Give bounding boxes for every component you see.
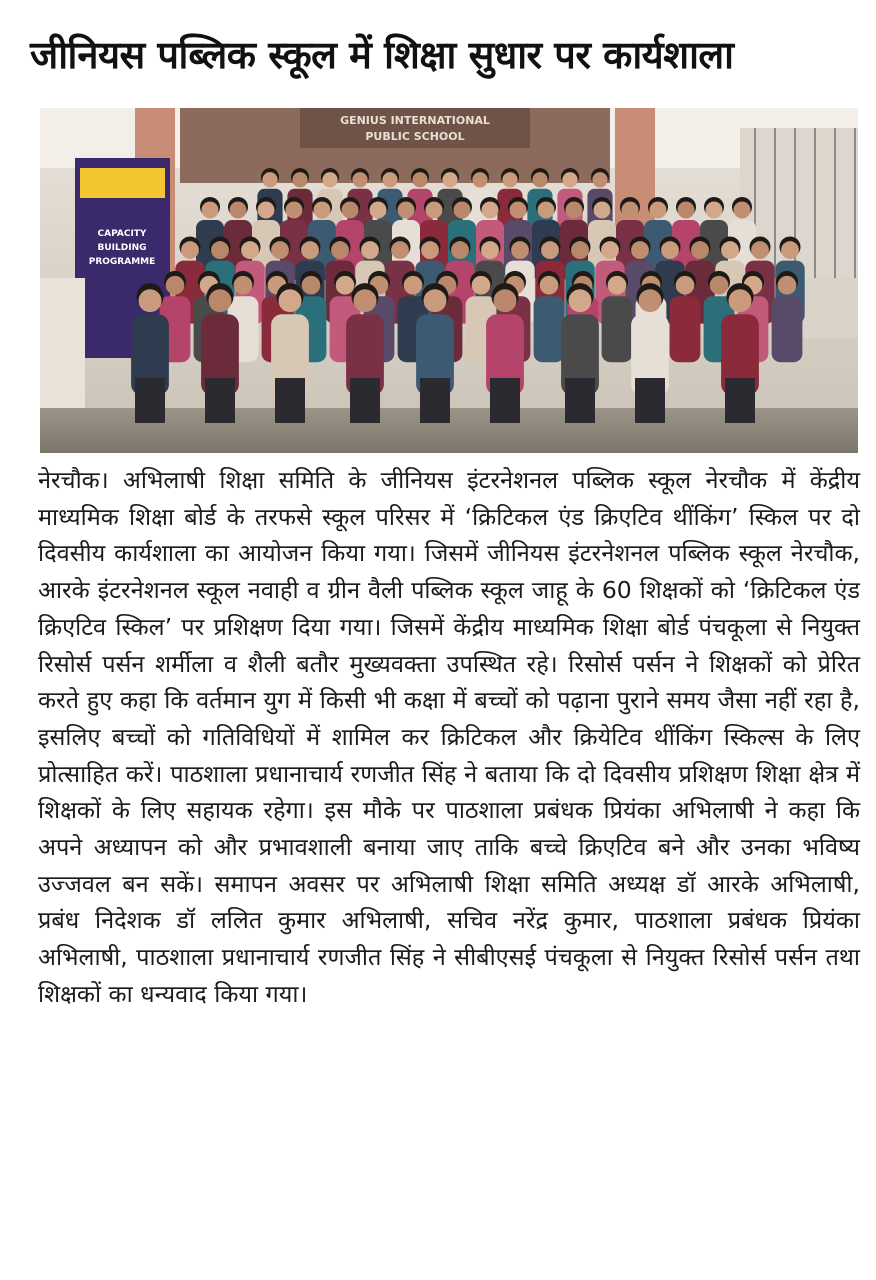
article-headline: जीनियस पब्लिक स्कूल में शिक्षा सुधार पर कार्यशाला [30, 33, 734, 77]
group-photo [40, 108, 858, 453]
building-sign-line1: GENIUS INTERNATIONAL [340, 114, 490, 127]
article-body-text: नेरचौक। अभिलाषी शिक्षा समिति के जीनियस इंटरनेशनल पब्लिक स्कूल नेरचौक में केंद्रीय माध्यमिक शिक्षा बोर्ड के तरफसे स्कूल परिसर में ‘क्रिटिकल एंड क्रिएटिव थींकिंग’ स्किल पर दो दिवसीय कार्यशाला का आयोजन किया गया। जिसमें जीनियस इंटरनेशनल पब्लिक स्कूल नेरचौक, आरके इंटरनेशनल स्कूल नवाही व ग्रीन वैली पब्लिक स्कूल जाहू के 60 शिक्षकों को ‘क्रिटिकल एंड क्रिएटिव स्किल’ पर प्रशिक्षण दिया गया। जिसमें केंद्रीय माध्यमिक शिक्षा बोर्ड पंचकूला से नियुक्त रिसोर्स पर्सन शर्मीला व शैली बतौर मुख्यवक्ता उपस्थित रहे। रिसोर्स पर्सन ने शिक्षकों को प्रेरित करते हुए कहा कि वर्तमान युग में किसी भी कक्षा में बच्चों को पढ़ाना पुराने समय जैसा नहीं रहा है, इसलिए बच्चों को गतिविधियों में शामिल कर क्रिटिकल और क्रियेटिव थींकिंग स्किल्स के लिए प्रोत्साहित करें। पाठशाला प्रधानाचार्य रणजीत सिंह ने बताया कि दो दिवसीय प्रशिक्षण शिक्षा क्षेत्र में शिक्षकों के लिए सहायक रहेगा। इस मौके पर पाठशाला प्रबंधक प्रियंका अभिलाषी ने कहा कि अपने अध्यापन को और प्रभावशाली बनाया जाए ताकि बच्चे क्रिएटिव बने और उनका भविष्य उज्जवल बन सकें। समापन अवसर पर अभिलाषी शिक्षा समिति अध्यक्ष डॉ आरके अभिलाषी, प्रबंध निदेशक डॉ ललित कुमार अभिलाषी, सचिव नरेंद्र कुमार, पाठशाला प्रबंधक प्रियंका अभिलाषी, पाठशाला प्रधानाचार्य रणजीत सिंह ने सीबीएसई पंचकूला से नियुक्त रिसोर्स पर्सन तथा शिक्षकों का धन्यवाद किया गया। [38, 466, 860, 1008]
banner-line1: CAPACITY [97, 229, 147, 239]
banner-line2: BUILDING [97, 243, 147, 253]
article-body [38, 462, 860, 1013]
banner-line3: PROGRAMME [88, 257, 156, 267]
building-sign-line2: PUBLIC SCHOOL [365, 130, 465, 143]
previous-article-cutoff [0, 0, 876, 10]
